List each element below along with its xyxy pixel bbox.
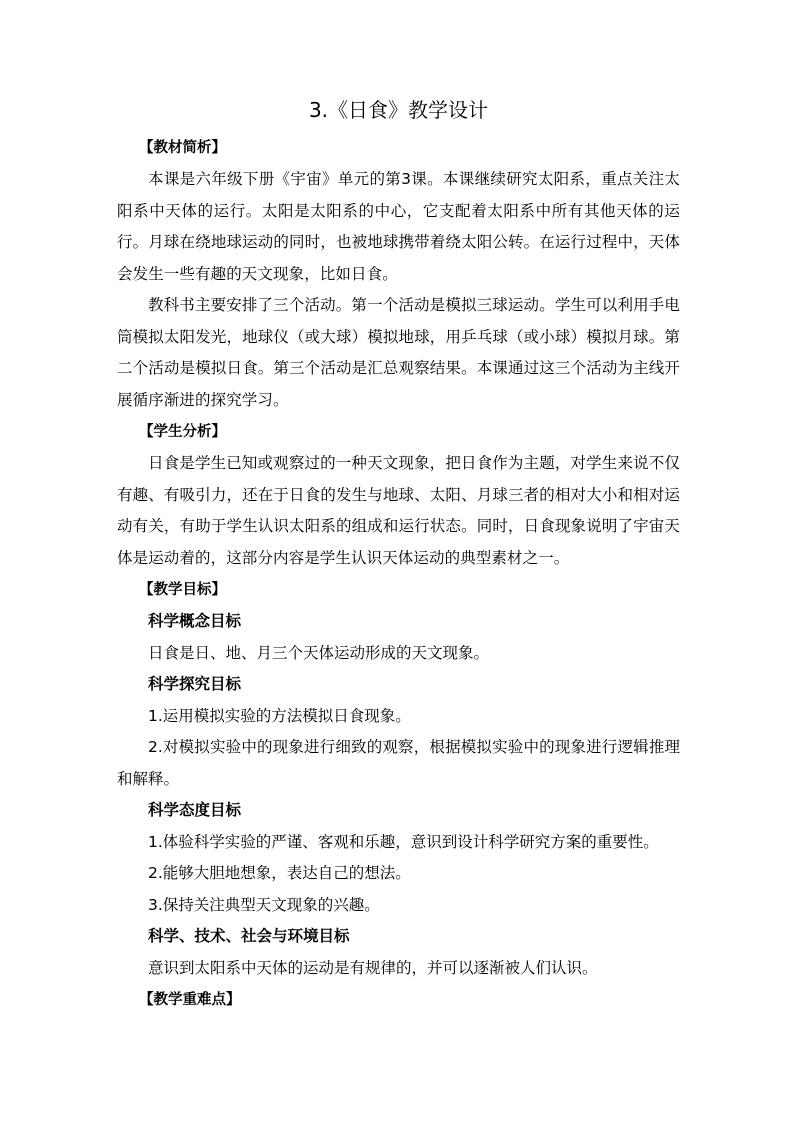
inquiry-goal-item: 2.对模拟实验中的现象进行细致的观察，根据模拟实验中的现象进行逻辑推理和解释。 [117, 738, 680, 788]
stse-goal-text: 意识到太阳系中天体的运动是有规律的，并可以逐渐被人们认识。 [148, 958, 598, 977]
inquiry-goal-item: 1.运用模拟实验的方法模拟日食现象。 [148, 706, 411, 725]
subheading-stse-goal: 科学、技术、社会与环境目标 [148, 927, 350, 945]
section-heading-materials: 【教材简析】 [139, 140, 226, 156]
concept-goal-text: 日食是日、地、月三个天体运动形成的天文现象。 [148, 643, 490, 662]
attitude-goal-item: 3.保持关注典型天文现象的兴趣。 [148, 895, 380, 914]
section-heading-keypoints: 【教学重难点】 [139, 992, 241, 1008]
section-heading-students: 【学生分析】 [139, 424, 226, 440]
section-heading-goals: 【教学目标】 [139, 582, 226, 598]
paragraph: 教科书主要安排了三个活动。第一个活动是模拟三球运动。学生可以利用手电筒模拟太阳发光，地球仪（或大球）模拟地球，用乒乓球（或小球）模拟月球。第二个活动是模拟日食。第三个活动是汇总观察结果。本课通过这三个活动为主线开展循序渐进的探究学习。 [117, 296, 680, 409]
paragraph: 本课是六年级下册《宇宙》单元的第3课。本课继续研究太阳系，重点关注太阳系中天体的运行。太阳是太阳系的中心，它支配着太阳系中所有其他天体的运行。月球在绕地球运动的同时，也被地球携带着绕太阳公转。在运行过程中，天体会发生一些有趣的天文现象，比如日食。 [117, 170, 680, 283]
document-title: 3.《日食》教学设计 [308, 98, 489, 122]
subheading-concept-goal: 科学概念目标 [148, 612, 242, 630]
attitude-goal-item: 1.体验科学实验的严谨、客观和乐趣，意识到设计科学研究方案的重要性。 [148, 832, 659, 851]
paragraph: 日食是学生已知或观察过的一种天文现象，把日食作为主题，对学生来说不仅有趣、有吸引力，还在于日食的发生与地球、太阳、月球三者的相对大小和相对运动有关，有助于学生认识太阳系的组成和运行状态。同时，日食现象说明了宇宙天体是运动着的，这部分内容是学生认识天体运动的典型素材之一。 [117, 454, 680, 567]
document-body [117, 96, 680, 1016]
attitude-goal-item: 2.能够大胆地想象，表达自己的想法。 [148, 864, 411, 882]
subheading-attitude-goal: 科学态度目标 [148, 801, 242, 819]
subheading-inquiry-goal: 科学探究目标 [148, 675, 242, 693]
